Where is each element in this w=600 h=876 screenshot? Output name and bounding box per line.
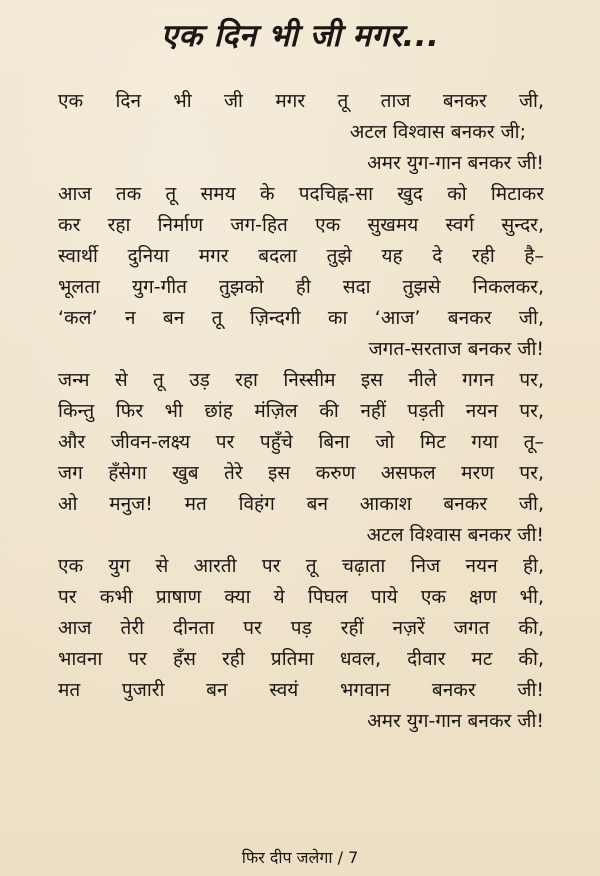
poem-line: आज तक तू समय के पदचिह्न-सा खुद को मिटाकर — [58, 183, 544, 205]
poem-line: किन्तु फिर भी छांह मंज़िल की नहीं पड़ती नयन पर, — [58, 400, 544, 422]
poem-line: जगत-सरताज बनकर जी! — [368, 338, 544, 360]
poem-line: ‘कल’ न बन तू ज़िन्दगी का ‘आज’ बनकर जी, — [58, 307, 544, 329]
poem-line: एक दिन भी जी मगर तू ताज बनकर जी, — [58, 90, 544, 112]
poem-body — [58, 86, 544, 737]
poem-line: अमर युग-गान बनकर जी! — [367, 152, 544, 174]
poem-line: अटल विश्वास बनकर जी; — [349, 121, 526, 143]
poem-line: भूलता युग-गीत तुझको ही सदा तुझसे निकलकर, — [58, 276, 544, 298]
poem-line: कर रहा निर्माण जग-हित एक सुखमय स्वर्ग सुन्दर, — [58, 214, 544, 236]
poem-line: अटल विश्वास बनकर जी! — [366, 524, 544, 546]
poem-line: एक युग से आरती पर तू चढ़ाता निज नयन ही, — [58, 555, 544, 577]
poem-line: अमर युग-गान बनकर जी! — [367, 710, 544, 732]
page-footer: फिर दीप जलेगा / 7 — [241, 848, 359, 867]
poem-line: ओ मनुज! मत विहंग बन आकाश बनकर जी, — [58, 493, 544, 515]
poem-line: जन्म से तू उड़ रहा निस्सीम इस नीले गगन पर, — [58, 369, 544, 391]
poem-line: भावना पर हँस रही प्रतिमा धवल, दीवार मट की, — [58, 648, 544, 670]
poem-line: स्वार्थी दुनिया मगर बदला तुझे यह दे रही है– — [58, 245, 544, 267]
poem-line: और जीवन-लक्ष्य पर पहुँचे बिना जो मिट गया तू– — [58, 431, 544, 453]
poem-title: एक दिन भी जी मगर... — [160, 18, 440, 54]
poem-line: पर कभी प्राषाण क्या ये पिघल पाये एक क्षण भी, — [58, 586, 544, 608]
poem-line: मत पुजारी बन स्वयं भगवान बनकर जी! — [58, 679, 544, 701]
poem-line: जग हँसेगा खुब तेरे इस करुण असफल मरण पर, — [58, 462, 544, 484]
poem-line: आज तेरी दीनता पर पड़ रहीं नज़रें जगत की, — [58, 617, 544, 639]
